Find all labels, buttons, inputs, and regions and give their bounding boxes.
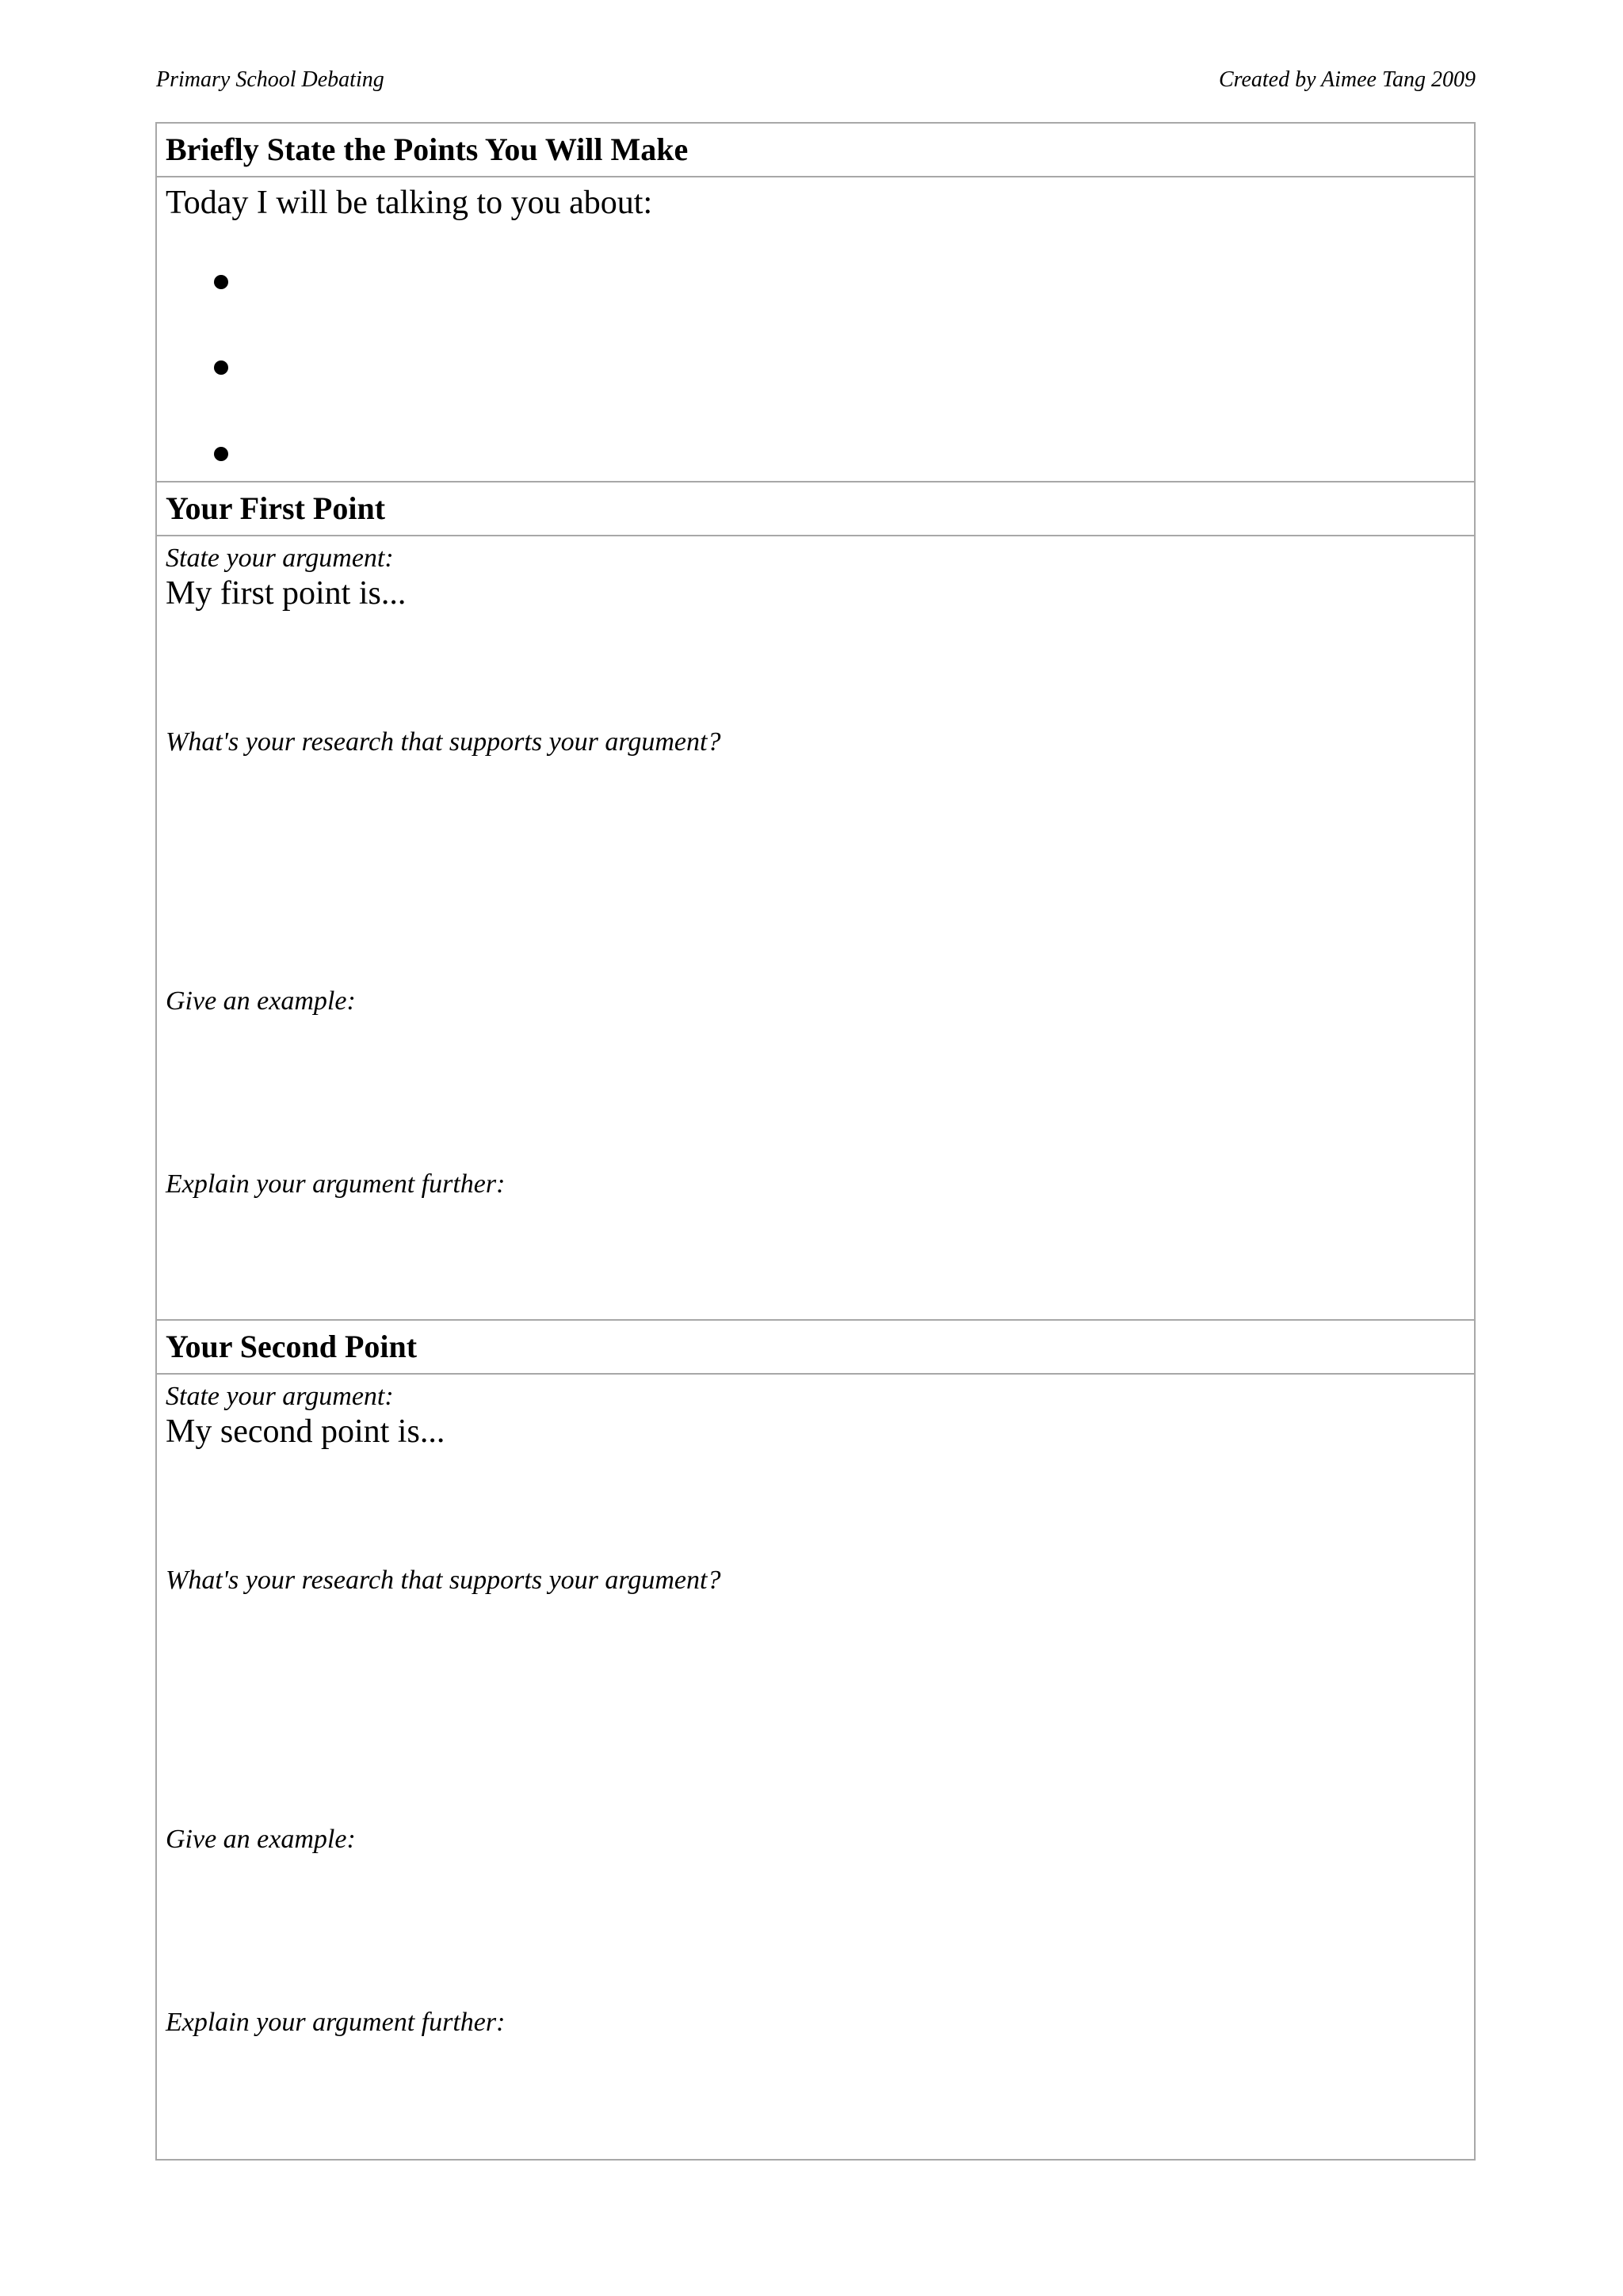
second-point-title: Your Second Point xyxy=(157,1321,1474,1375)
first-example-label: Give an example: xyxy=(166,986,356,1016)
header-title: Primary School Debating xyxy=(156,67,384,92)
intro-text: Today I will be talking to you about: xyxy=(166,185,653,221)
second-research-label: What's your research that supports your argument? xyxy=(166,1566,721,1595)
second-point-body xyxy=(157,1375,1474,2159)
bullet-point-3 xyxy=(214,447,228,461)
first-point-body xyxy=(157,536,1474,1321)
first-point-lead: My first point is... xyxy=(166,575,407,612)
header-credit: Created by Aimee Tang 2009 xyxy=(1218,67,1476,92)
bullet-point-2 xyxy=(214,360,228,375)
intro-section-title: Briefly State the Points You Will Make xyxy=(157,124,1474,177)
bullet-point-1 xyxy=(214,275,228,289)
second-explain-label: Explain your argument further: xyxy=(166,2008,506,2037)
first-explain-label: Explain your argument further: xyxy=(166,1169,506,1199)
second-state-argument-label: State your argument: xyxy=(166,1382,394,1411)
second-point-lead: My second point is... xyxy=(166,1413,445,1450)
first-point-title: Your First Point xyxy=(157,482,1474,536)
first-state-argument-label: State your argument: xyxy=(166,543,394,573)
intro-section-body xyxy=(157,177,1474,482)
second-example-label: Give an example: xyxy=(166,1825,356,1854)
worksheet-table xyxy=(155,122,1476,2161)
first-research-label: What's your research that supports your argument? xyxy=(166,727,721,757)
